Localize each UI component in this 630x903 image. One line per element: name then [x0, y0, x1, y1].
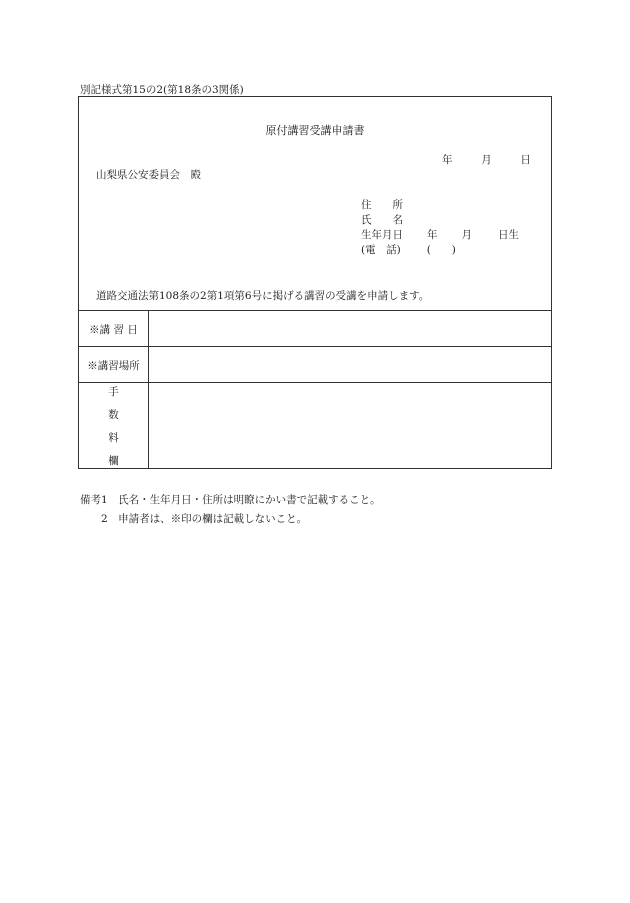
- birth-month: 月: [461, 229, 472, 241]
- form-reference: 別記様式第15の2(第18条の3関係): [80, 84, 244, 96]
- lecture-place-label: ※講習場所: [87, 360, 140, 372]
- birth-year: 年: [427, 229, 438, 241]
- birthdate-row: [361, 227, 519, 242]
- fee-char: 数: [108, 409, 119, 421]
- phone-row: [361, 242, 456, 257]
- divider: [79, 346, 551, 347]
- phone-area-paren: ( ): [426, 244, 456, 256]
- name-label: 氏 名: [361, 214, 403, 226]
- date-day: 日: [520, 154, 531, 166]
- birth-day: 日生: [498, 229, 519, 241]
- fee-char: 手: [108, 386, 119, 398]
- form-title: 原付講習受講申請書: [265, 124, 365, 137]
- application-statement: 道路交通法第108条の2第1項第6号に掲げる講習の受講を申請します。: [96, 290, 430, 302]
- birthdate-label: 生年月日: [361, 229, 403, 241]
- remark-1: 備考1 氏名・生年月日・住所は明瞭にかい書で記載すること。: [80, 494, 381, 506]
- divider: [79, 382, 551, 383]
- date-year: 年: [442, 154, 453, 166]
- remark-2: 2 申請者は、※印の欄は記載しないこと。: [80, 513, 308, 525]
- application-date: [442, 152, 531, 167]
- address-label: 住 所: [361, 199, 403, 211]
- date-month: 月: [481, 154, 492, 166]
- application-form-frame: [78, 96, 552, 469]
- fee-char: 料: [108, 432, 119, 444]
- divider: [79, 310, 551, 311]
- phone-label: (電 話): [361, 244, 401, 256]
- addressee: 山梨県公安委員会 殿: [96, 169, 201, 181]
- fee-char: 欄: [108, 455, 119, 467]
- fee-label: [79, 384, 148, 470]
- column-divider: [148, 310, 149, 469]
- lecture-date-label: ※講 習 日: [89, 324, 138, 336]
